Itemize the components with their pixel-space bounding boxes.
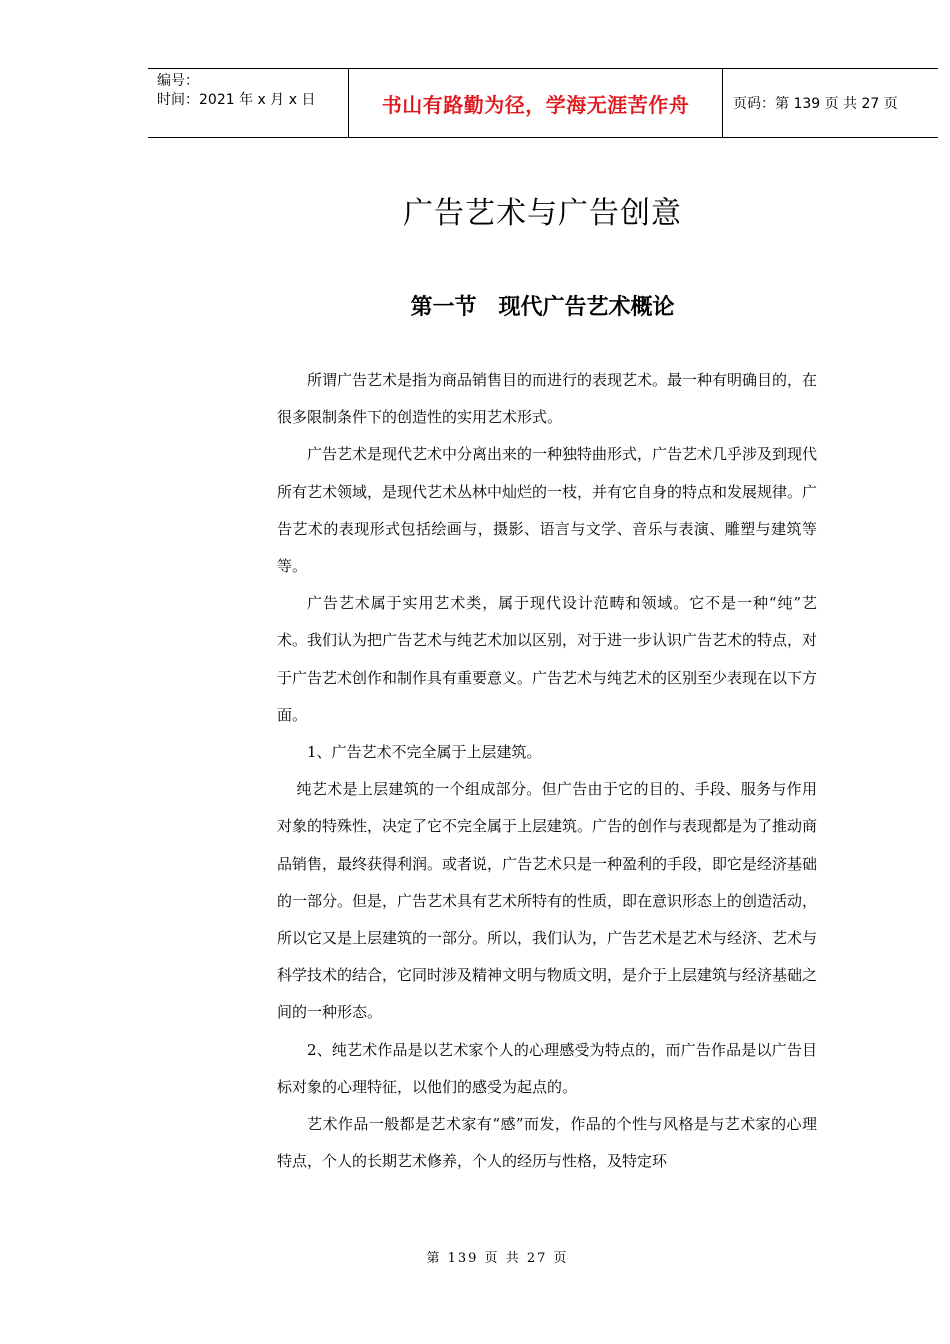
- paragraph: 所谓广告艺术是指为商品销售目的而进行的表现艺术。最一种有明确目的，在很多限制条件下的创造性的实用艺术形式。: [277, 371, 818, 427]
- paragraph: 艺术作品一般都是艺术家有“感”而发，作品的个性与风格是与艺术家的心理特点，个人的长期艺术修养，个人的经历与性格，及特定环: [277, 1115, 817, 1171]
- page-footer: 第 139 页 共 27 页: [426, 1251, 569, 1266]
- page-header: [148, 68, 938, 138]
- document-title: 广告艺术与广告创意: [403, 196, 682, 231]
- paragraph: 1、广告艺术不完全属于上层建筑。: [307, 743, 542, 762]
- section-heading: 第一节 现代广告艺术概论: [410, 295, 675, 320]
- header-meta-cell: [148, 69, 349, 137]
- motto-text: 书山有路勤为径，学海无涯苦作舟: [381, 92, 690, 117]
- page-code: 页码：第 139 页 共 27 页: [733, 96, 898, 112]
- header-motto-cell: [349, 69, 723, 137]
- header-page-cell: [723, 69, 938, 137]
- paragraph: 广告艺术属于实用艺术类，属于现代设计范畴和领域。它不是一种“纯”艺术。我们认为把广告艺术与纯艺术加以区别，对于进一步认识广告艺术的特点，对于广告艺术创作和制作具有重要意义。广告艺术与纯艺术的区别至少表现在以下方面。: [277, 594, 818, 724]
- paragraph: 纯艺术是上层建筑的一个组成部分。但广告由于它的目的、手段、服务与作用对象的特殊性，决定了它不完全属于上层建筑。广告的创作与表现都是为了推动商品销售，最终获得利润。或者说，广告艺术只是一种盈利的手段，即它是经济基础的一部分。但是，广告艺术具有艺术所特有的性质，即在意识形态上的创造活动，所以它又是上层建筑的一部分。所以，我们认为，广告艺术是艺术与经济、艺术与科学技术的结合，它同时涉及精神文明与物质文明，是介于上层建筑与经济基础之间的一种形态。: [277, 780, 818, 1022]
- date-label: 时间：2021 年 x 月 x 日: [157, 92, 316, 108]
- document-body: [277, 362, 817, 1180]
- paragraph: 广告艺术是现代艺术中分离出来的一种独特曲形式，广告艺术几乎涉及到现代所有艺术领域，是现代艺术丛林中灿烂的一枝，并有它自身的特点和发展规律。广告艺术的表现形式包括绘画与，摄影、语言与文学、音乐与表演、雕塑与建筑等等。: [277, 445, 818, 576]
- paragraph: 2、纯艺术作品是以艺术家个人的心理感受为特点的，而广告作品是以广告目标对象的心理特征，以他们的感受为起点的。: [277, 1040, 817, 1096]
- serial-number-label: 编号：: [157, 73, 199, 89]
